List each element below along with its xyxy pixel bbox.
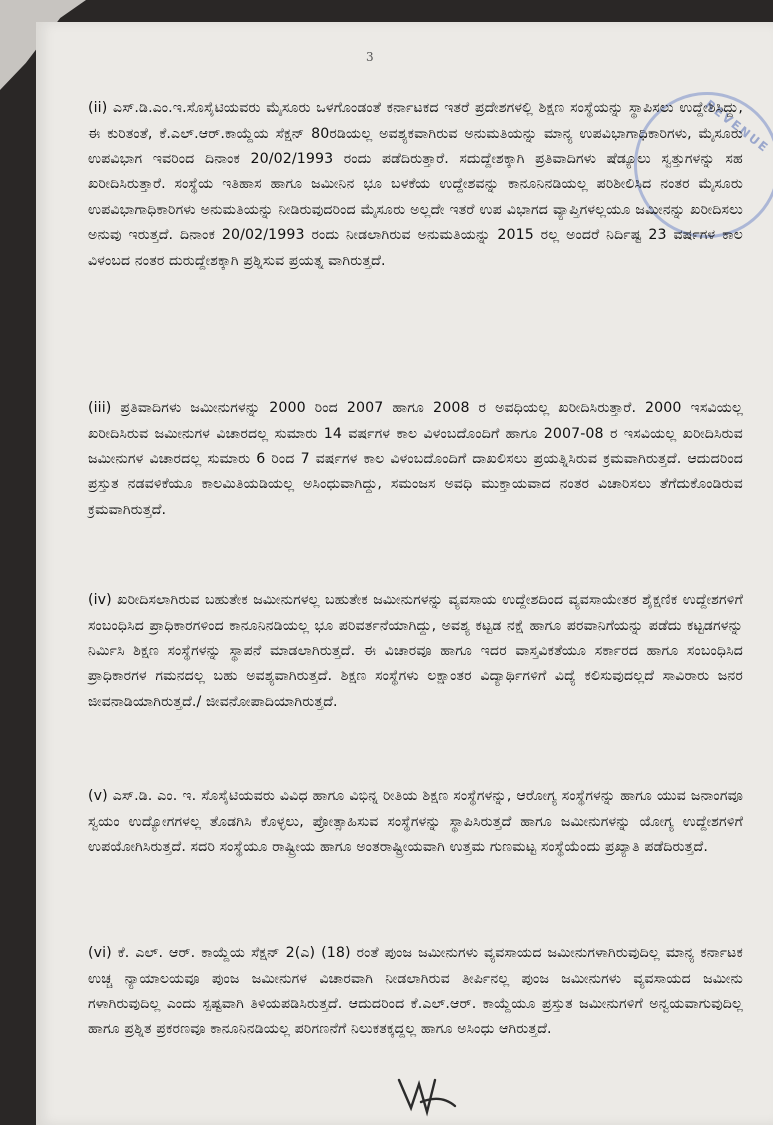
paragraph-iv: (iv) ಖರೀದಿಸಲಾಗಿರುವ ಬಹುತೇಕ ಜಮೀನುಗಳಲ್ಲ ಬಹುತೇಕ ಜಮೀನುಗಳನ್ನು ವ್ಯವಸಾಯ ಉದ್ದೇಶದಿಂದ ವ್ಯವಸಾಯೇತರ ಶೈಕ್ಷಣಿಕ ಉದ್ದೇಶಗಳಿಗೆ ಸಂಬಂಧಿಸಿದ ಪ್ರಾಧಿಕಾರಗಳಿಂದ ಕಾನೂನಿನಡಿಯಲ್ಲ ಭೂ ಪರಿವರ್ತನೆಯಾಗಿದ್ದು, ಅವಶ್ಯ ಕಟ್ಟಡ ನಕ್ಷೆ ಹಾಗೂ ಪರವಾನಿಗೆಯನ್ನು ಪಡೆದು ಕಟ್ಟಡಗಳನ್ನು ನಿರ್ಮಿಸಿ ಶಿಕ್ಷಣ ಸಂಸ್ಥೆಗಳನ್ನು ಸ್ಥಾಪನೆ ಮಾಡಲಾಗಿರುತ್ತದೆ. ಈ ವಿಚಾರವೂ ಹಾಗೂ ಇದರ ವಾಸ್ತವಿಕತೆಯೂ ಸರ್ಕಾರದ ಹಾಗೂ ಸಂಬಂಧಿಸಿದ ಪ್ರಾಧಿಕಾರಗಳ ಗಮನದಲ್ಲ ಬಹು ಅವಶ್ಯವಾಗಿರುತ್ತದೆ. ಶಿಕ್ಷಣ ಸಂಸ್ಥೆಗಳು ಲಕ್ಷಾಂತರ ವಿದ್ಯಾರ್ಥಿಗಳಿಗೆ ವಿದ್ಯೆ ಕಲಿಸುವುದಲ್ಲದೆ ಸಾವಿರಾರು ಜನರ ಜೀವನಾಡಿಯಾಗಿರುತ್ತದೆ./ ಜೀವನೋಪಾದಿಯಾಗಿರುತ್ತದೆ. <box>88 592 743 710</box>
paragraph-vi: (vi) ಕೆ. ಎಲ್. ಆರ್. ಕಾಯ್ದೆಯ ಸೆಕ್ಷನ್ 2(ಎ) (18) ರಂತೆ ಪುಂಜ ಜಮೀನುಗಳು ವ್ಯವಸಾಯದ ಜಮೀನುಗಳಾಗಿರುವುದಿಲ್ಲ ಮಾನ್ಯ ಕರ್ನಾಟಕ ಉಚ್ಚ ನ್ಯಾಯಾಲಯವೂ ಪುಂಜ ಜಮೀನುಗಳ ವಿಚಾರವಾಗಿ ನೀಡಲಾಗಿರುವ ತೀರ್ಪಿನಲ್ಲ ಪುಂಜ ಜಮೀನುಗಳು ವ್ಯವಸಾಯದ ಜಮೀನು ಗಳಾಗಿರುವುದಿಲ್ಲ ಎಂದು ಸ್ಪಷ್ಟವಾಗಿ ತಿಳಿಯಪಡಿಸಿರುತ್ತದೆ. ಆದುದರಿಂದ ಕೆ.ಎಲ್.ಆರ್. ಕಾಯ್ದೆಯೂ ಪ್ರಸ್ತುತ ಜಮೀನುಗಳಿಗೆ ಅನ್ವಯವಾಗುವುದಿಲ್ಲ ಹಾಗೂ ಪ್ರಶ್ನಿತ ಪ್ರಕರಣವೂ ಕಾನೂನಿನಡಿಯಲ್ಲ ಪರಿಗಣನೆಗೆ ನಿಲುಕತಕ್ಕದ್ದಲ್ಲ ಹಾಗೂ ಅಸಿಂಧು ಆಗಿರುತ್ತದೆ. <box>88 945 743 1038</box>
paragraph-ii: (ii) ಎಸ್.ಡಿ.ಎಂ.ಇ.ಸೊಸೈಟಿಯವರು ಮೈಸೂರು ಒಳಗೊಂಡಂತೆ ಕರ್ನಾಟಕದ ಇತರೆ ಪ್ರದೇಶಗಳಲ್ಲಿ ಶಿಕ್ಷಣ ಸಂಸ್ಥೆಯನ್ನು ಸ್ಥಾಪಿಸಲು ಉದ್ದೇಶಿಸಿದ್ದು, ಈ ಕುರಿತಂತೆ, ಕೆ.ಎಲ್.ಆರ್.ಕಾಯ್ದೆಯ ಸೆಕ್ಷನ್ 80ರಡಿಯಲ್ಲ ಅವಶ್ಯಕವಾಗಿರುವ ಅನುಮತಿಯನ್ನು ಮಾನ್ಯ ಉಪವಿಭಾಗಾಧಿಕಾರಿಗಳು, ಮೈಸೂರು ಉಪವಿಭಾಗ ಇವರಿಂದ ದಿನಾಂಕ 20/02/1993 ರಂದು ಪಡೆದಿರುತ್ತಾರೆ. ಸದುದ್ದೇಶಕ್ಕಾಗಿ ಪ್ರತಿವಾದಿಗಳು ಷೆಡ್ಯೂಲು ಸ್ವತ್ತುಗಳನ್ನು ಸಹ ಖರೀದಿಸಿರುತ್ತಾರೆ. ಸಂಸ್ಥೆಯ ಇತಿಹಾಸ ಹಾಗೂ ಜಮೀನಿನ ಭೂ ಬಳಕೆಯ ಉದ್ದೇಶವನ್ನು ಕಾನೂನಿನಡಿಯಲ್ಲ ಪರಿಶೀಲಿಸಿದ ನಂತರ ಮೈಸೂರು ಉಪವಿಭಾಗಾಧಿಕಾರಿಗಳು ಅನುಮತಿಯನ್ನು ನೀಡಿರುವುದರಿಂದ ಮೈಸೂರು ಅಲ್ಲದೇ ಇತರೆ ಉಪ ವಿಭಾಗದ ವ್ಯಾಪ್ತಿಗಳಲ್ಲಯೂ ಜಮೀನನ್ನು ಖರೀದಿಸಲು ಅನುವು ಇರುತ್ತದೆ. ದಿನಾಂಕ 20/02/1993 ರಂದು ನೀಡಲಾಗಿರುವ ಅನುಮತಿಯನ್ನು 2015 ರಲ್ಲ ಅಂದರೆ ನಿರ್ದಿಷ್ಟ 23 ವರ್ಷಗಳ ಕಾಲ ವಿಳಂಬದ ನಂತರ ದುರುದ್ದೇಶಕ್ಕಾಗಿ ಪ್ರಶ್ನಿಸುವ ಪ್ರಯತ್ನ ವಾಗಿರುತ್ತದೆ. <box>88 100 743 269</box>
paragraph-iii: (iii) ಪ್ರತಿವಾದಿಗಳು ಜಮೀನುಗಳನ್ನು 2000 ರಿಂದ 2007 ಹಾಗೂ 2008 ರ ಅವಧಿಯಲ್ಲ ಖರೀದಿಸಿರುತ್ತಾರೆ. 2000 ಇಸವಿಯಲ್ಲ ಖರೀದಿಸಿರುವ ಜಮೀನುಗಳ ವಿಚಾರದಲ್ಲ ಸುಮಾರು 14 ವರ್ಷಗಳ ಕಾಲ ವಿಳಂಬದೊಂದಿಗೆ ಹಾಗೂ 2007-08 ರ ಇಸವಿಯಲ್ಲ ಖರೀದಿಸಿರುವ ಜಮೀನುಗಳ ವಿಚಾರದಲ್ಲ ಸುಮಾರು 6 ರಿಂದ 7 ವರ್ಷಗಳ ಕಾಲ ವಿಳಂಬದೊಂದಿಗೆ ದಾಖಲಿಸಲು ಪ್ರಯತ್ನಿಸಿರುವ ಕ್ರಮವಾಗಿರುತ್ತದೆ. ಆದುದರಿಂದ ಪ್ರಸ್ತುತ ನಡವಳಿಕೆಯೂ ಕಾಲಮಿತಿಯಡಿಯಲ್ಲ ಅಸಿಂಧುವಾಗಿದ್ದು, ಸಮಂಜಸ ಅವಧಿ ಮುಕ್ತಾಯವಾದ ನಂತರ ವಿಚಾರಿಸಲು ತೆಗೆದುಕೊಂಡಿರುವ ಕ್ರಮವಾಗಿರುತ್ತದೆ. <box>88 400 743 518</box>
paragraph-v: (v) ಎಸ್.ಡಿ. ಎಂ. ಇ. ಸೊಸೈಟಿಯವರು ವಿವಿಧ ಹಾಗೂ ವಿಭಿನ್ನ ರೀತಿಯ ಶಿಕ್ಷಣ ಸಂಸ್ಥೆಗಳನ್ನು, ಆರೋಗ್ಯ ಸಂಸ್ಥೆಗಳನ್ನು ಹಾಗೂ ಯುವ ಜನಾಂಗವೂ ಸ್ವಯಂ ಉದ್ಯೋಗಗಳಲ್ಲ ತೊಡಗಿಸಿ ಕೊಳ್ಳಲು, ಪ್ರೋತ್ಸಾಹಿಸುವ ಸಂಸ್ಥೆಗಳನ್ನು ಸ್ಥಾಪಿಸಿರುತ್ತದೆ ಹಾಗೂ ಜಮೀನುಗಳನ್ನು ಯೋಗ್ಯ ಉದ್ದೇಶಗಳಿಗೆ ಉಪಯೋಗಿಸಿರುತ್ತದೆ. ಸದರಿ ಸಂಸ್ಥೆಯೂ ರಾಷ್ಟ್ರೀಯ ಹಾಗೂ ಅಂತರಾಷ್ಟ್ರೀಯವಾಗಿ ಉತ್ತಮ ಗುಣಮಟ್ಟ ಸಂಸ್ಥೆಯೆಂದು ಪ್ರಖ್ಯಾತಿ ಪಡೆದಿರುತ್ತದೆ. <box>88 788 743 855</box>
stamp-text: REVENUE <box>702 97 772 156</box>
document-page <box>36 22 773 1125</box>
page-number: 3 <box>366 50 374 64</box>
signature-icon <box>391 1072 461 1118</box>
